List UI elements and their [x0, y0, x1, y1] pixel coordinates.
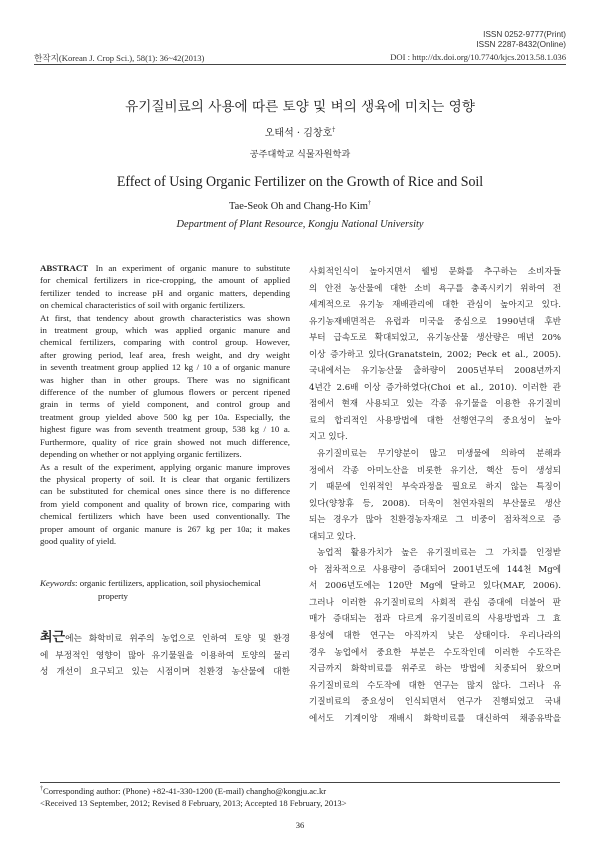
- authors-english-names: Tae-Seok Oh and Chang-Ho Kim: [229, 201, 368, 212]
- issn-online: ISSN 2287-8432(Online): [476, 40, 566, 49]
- body-line: 료의 합리적인 사용방법에 대한 선행연구의 중요성이 높아: [309, 415, 561, 426]
- body-line: 용성에 대한 연구는 아직까지 낮은 상태이다. 우리나라의: [309, 631, 561, 642]
- title-korean: 유기질비료의 사용에 따른 토양 및 벼의 생육에 미치는 영향: [125, 99, 475, 115]
- abstract-line: in treatment group, which was applied organic manure and: [40, 325, 290, 336]
- corresponding-mark: †: [332, 126, 336, 134]
- affiliation-english: Department of Plant Resource, Kongju National University: [176, 219, 424, 230]
- body-line: 유기질비료는 무기양분이 많고 미생물에 의하여 분해과: [317, 449, 561, 460]
- intro-line: 에 부정적인 영향이 많아 유기물원을 이용하여 토양의 물리: [40, 650, 290, 661]
- body-line: 국내에서는 유기농산물 출하량이 2005년부터 2008년까지: [309, 366, 561, 377]
- abstract-line: for chemical fertilizers in rice-cropping, the amount of applied: [40, 275, 290, 286]
- body-line: 세계적으로 유기농 재배관리에 대한 관심이 높아지고 있다.: [309, 300, 561, 311]
- body-line: 정에서 각종 아미노산을 비롯한 유기산, 핵산 등이 생성되: [309, 465, 561, 476]
- page-number: 36: [295, 820, 305, 830]
- authors-english: [0, 201, 600, 212]
- doi-link[interactable]: DOI : http://dx.doi.org/10.7740/kjcs.2013.58.1.036: [390, 52, 566, 62]
- abstract-line: the physical property of soil. It is clear that organic fertilizers: [40, 473, 290, 484]
- abstract-line: highest figure was from seventh treatment group, 538 kg / 10 a.: [40, 424, 290, 435]
- footnote: [40, 786, 570, 809]
- body-line: 농업적 활용가치가 높은 유기질비료는 그 가치를 인정받: [317, 548, 561, 559]
- introduction-right: [309, 264, 561, 727]
- body-line: 되는 경우가 많아 친환경농자재로 그 비중이 점차적으로 증: [309, 515, 561, 526]
- issn-block: [366, 30, 566, 50]
- abstract-line: after growing period, leaf area, fresh weight, and dry weight: [40, 349, 290, 360]
- abstract-line: can be substituted for chemical ones since there is no difference: [40, 486, 290, 497]
- abstract-line: on chemical characteristics of soil with organic fertilizers.: [40, 300, 246, 311]
- body-line: 유기농재배면적은 유럽과 미국을 중심으로 1990년대 후반: [309, 316, 561, 327]
- introduction-left: [40, 630, 290, 681]
- journal-citation: 한작지(Korean J. Crop Sci.), 58(1): 36~42(2013): [34, 53, 205, 63]
- intro-line: 성 개선이 요구되고 있는 시점이며 친환경 농산물에 대한: [40, 667, 290, 678]
- body-line: 매가 증대되는 점과 다르게 유기질비료의 사용방법과 그 효: [309, 614, 561, 625]
- abstract-line: in seventh treatment group applied 12 kg / 10 a of organic manure: [40, 362, 290, 373]
- keywords: [40, 577, 290, 603]
- body-line: 지금까지 화학비료를 위주로 하는 방법에 치중되어 왔으며: [309, 664, 561, 675]
- intro-line: 최근에는 화학비료 위주의 농업으로 인하여 토양 및 환경: [40, 630, 290, 645]
- abstract-line: treatment group yielded above 500 kg per 10a. Especially, the: [40, 411, 290, 422]
- footnote-divider: [40, 782, 560, 783]
- abstract-line: proper amount of organic manure is 267 kg per 10a; it makes: [40, 523, 290, 534]
- abstract-line: was higher than in other groups. There was no significant: [40, 374, 290, 385]
- received-dates: <Received 13 September, 2012; Revised 8 February, 2013; Accepted 18 February, 2013>: [40, 797, 347, 808]
- abstract-line: difference of the number of glumous flowers or percent ripened: [40, 387, 290, 398]
- abstract-line: fertilizer tended to increase pH and organic matters, depending: [40, 287, 290, 298]
- corresponding-mark: †: [40, 786, 43, 793]
- issn-print: ISSN 0252-9777(Print): [483, 30, 566, 39]
- authors-korean-names: 오태석 · 김창호: [264, 128, 333, 139]
- corresponding-mark: †: [367, 200, 371, 207]
- abstract: [40, 262, 290, 547]
- body-line: 있다(양창휴 등, 2008). 더욱이 천연자원의 부산물로 생산: [309, 498, 561, 509]
- corresponding-author: †Corresponding author: (Phone) +82-41-330-1200 (E-mail) changho@kongju.ac.kr: [40, 786, 327, 796]
- body-line: 사회적인식이 높아지면서 웰빙 문화를 추구하는 소비자들: [309, 267, 561, 277]
- affiliation-korean: 공주대학교 식물자원학과: [249, 149, 351, 160]
- body-line: 기 때문에 인위적인 부숙과정을 필요로 하지 않는 특징이: [309, 482, 561, 493]
- abstract-line: chemical fertilizers which have been used conventionally. The: [40, 511, 290, 522]
- body-line: 아 점차적으로 사용량이 증대되어 2001년도에 144천 Mg에: [309, 564, 561, 575]
- header-divider: [34, 64, 566, 65]
- keywords-list-continued: property: [98, 591, 128, 601]
- body-line: 4년간 2.6배 이상 증가하였다(Choi et al., 2010). 이러한 관: [309, 382, 561, 393]
- abstract-line: depending on whether or not applying organic fertilizers.: [40, 449, 242, 460]
- abstract-line: As a result of the experiment, applying organic manure improves: [40, 461, 290, 472]
- abstract-line: grain in terms of yield component, and control group and: [40, 399, 290, 410]
- abstract-line: from yield component and quality of brown rice, comparing with: [40, 498, 290, 509]
- title-english: Effect of Using Organic Fertilizer on the Growth of Rice and Soil: [116, 174, 484, 190]
- body-line: 기질비료의 중요성이 인식되면서 연구가 진행되었고 국내: [309, 697, 561, 708]
- keywords-label: Keywords: [40, 578, 76, 588]
- body-line: 점에서 현재 사용되고 있는 각종 유기물을 이용한 유기질비: [309, 399, 561, 410]
- abstract-line: At first, that tendency about growth characteristics was shown: [40, 312, 290, 323]
- body-line: 이상 증가하고 있다(Granatstein, 2002; Peck et al., 2005).: [309, 349, 561, 360]
- intro-dropcap: 최근: [40, 630, 66, 645]
- abstract-line: Furthermore, quality of rice grain showed not much difference,: [40, 436, 290, 447]
- body-line: 그러나 이러한 유기질비료의 사회적 관심 증대에 더불어 판: [309, 597, 561, 608]
- body-line: 서 2006년도에는 120만 Mg에 달하고 있다(MAF, 2006).: [309, 581, 561, 592]
- keywords-list: : organic fertilizers, application, soil physiochemical: [75, 578, 261, 588]
- abstract-label: ABSTRACT: [40, 263, 89, 273]
- body-line: 대되고 있다.: [309, 531, 356, 542]
- body-line: 의 안전 농산물에 대한 소비 욕구를 충족시키기 위하여 전: [309, 283, 561, 294]
- body-line: 유기질비료의 수도작에 대한 연구는 많지 않다. 그러나 유: [309, 680, 561, 691]
- body-line: 경우 농업에서 중요한 부분은 수도작인데 이러한 수도작은: [309, 647, 561, 658]
- abstract-line: ABSTRACT In an experiment of organic manure to substitute: [40, 263, 290, 273]
- body-line: 에서도 기계이앙 재배시 화학비료를 대신하여 채종유박을: [309, 713, 561, 724]
- authors-korean: [0, 124, 600, 139]
- body-line: 부터 급속도로 확대되었고, 유기농산물 생산량은 매년 20%: [309, 333, 561, 344]
- body-line: 지고 있다.: [309, 432, 348, 443]
- abstract-line: chemical fertilizers, comparing with control group. However,: [40, 337, 290, 348]
- abstract-line: good quality of yield.: [40, 535, 117, 546]
